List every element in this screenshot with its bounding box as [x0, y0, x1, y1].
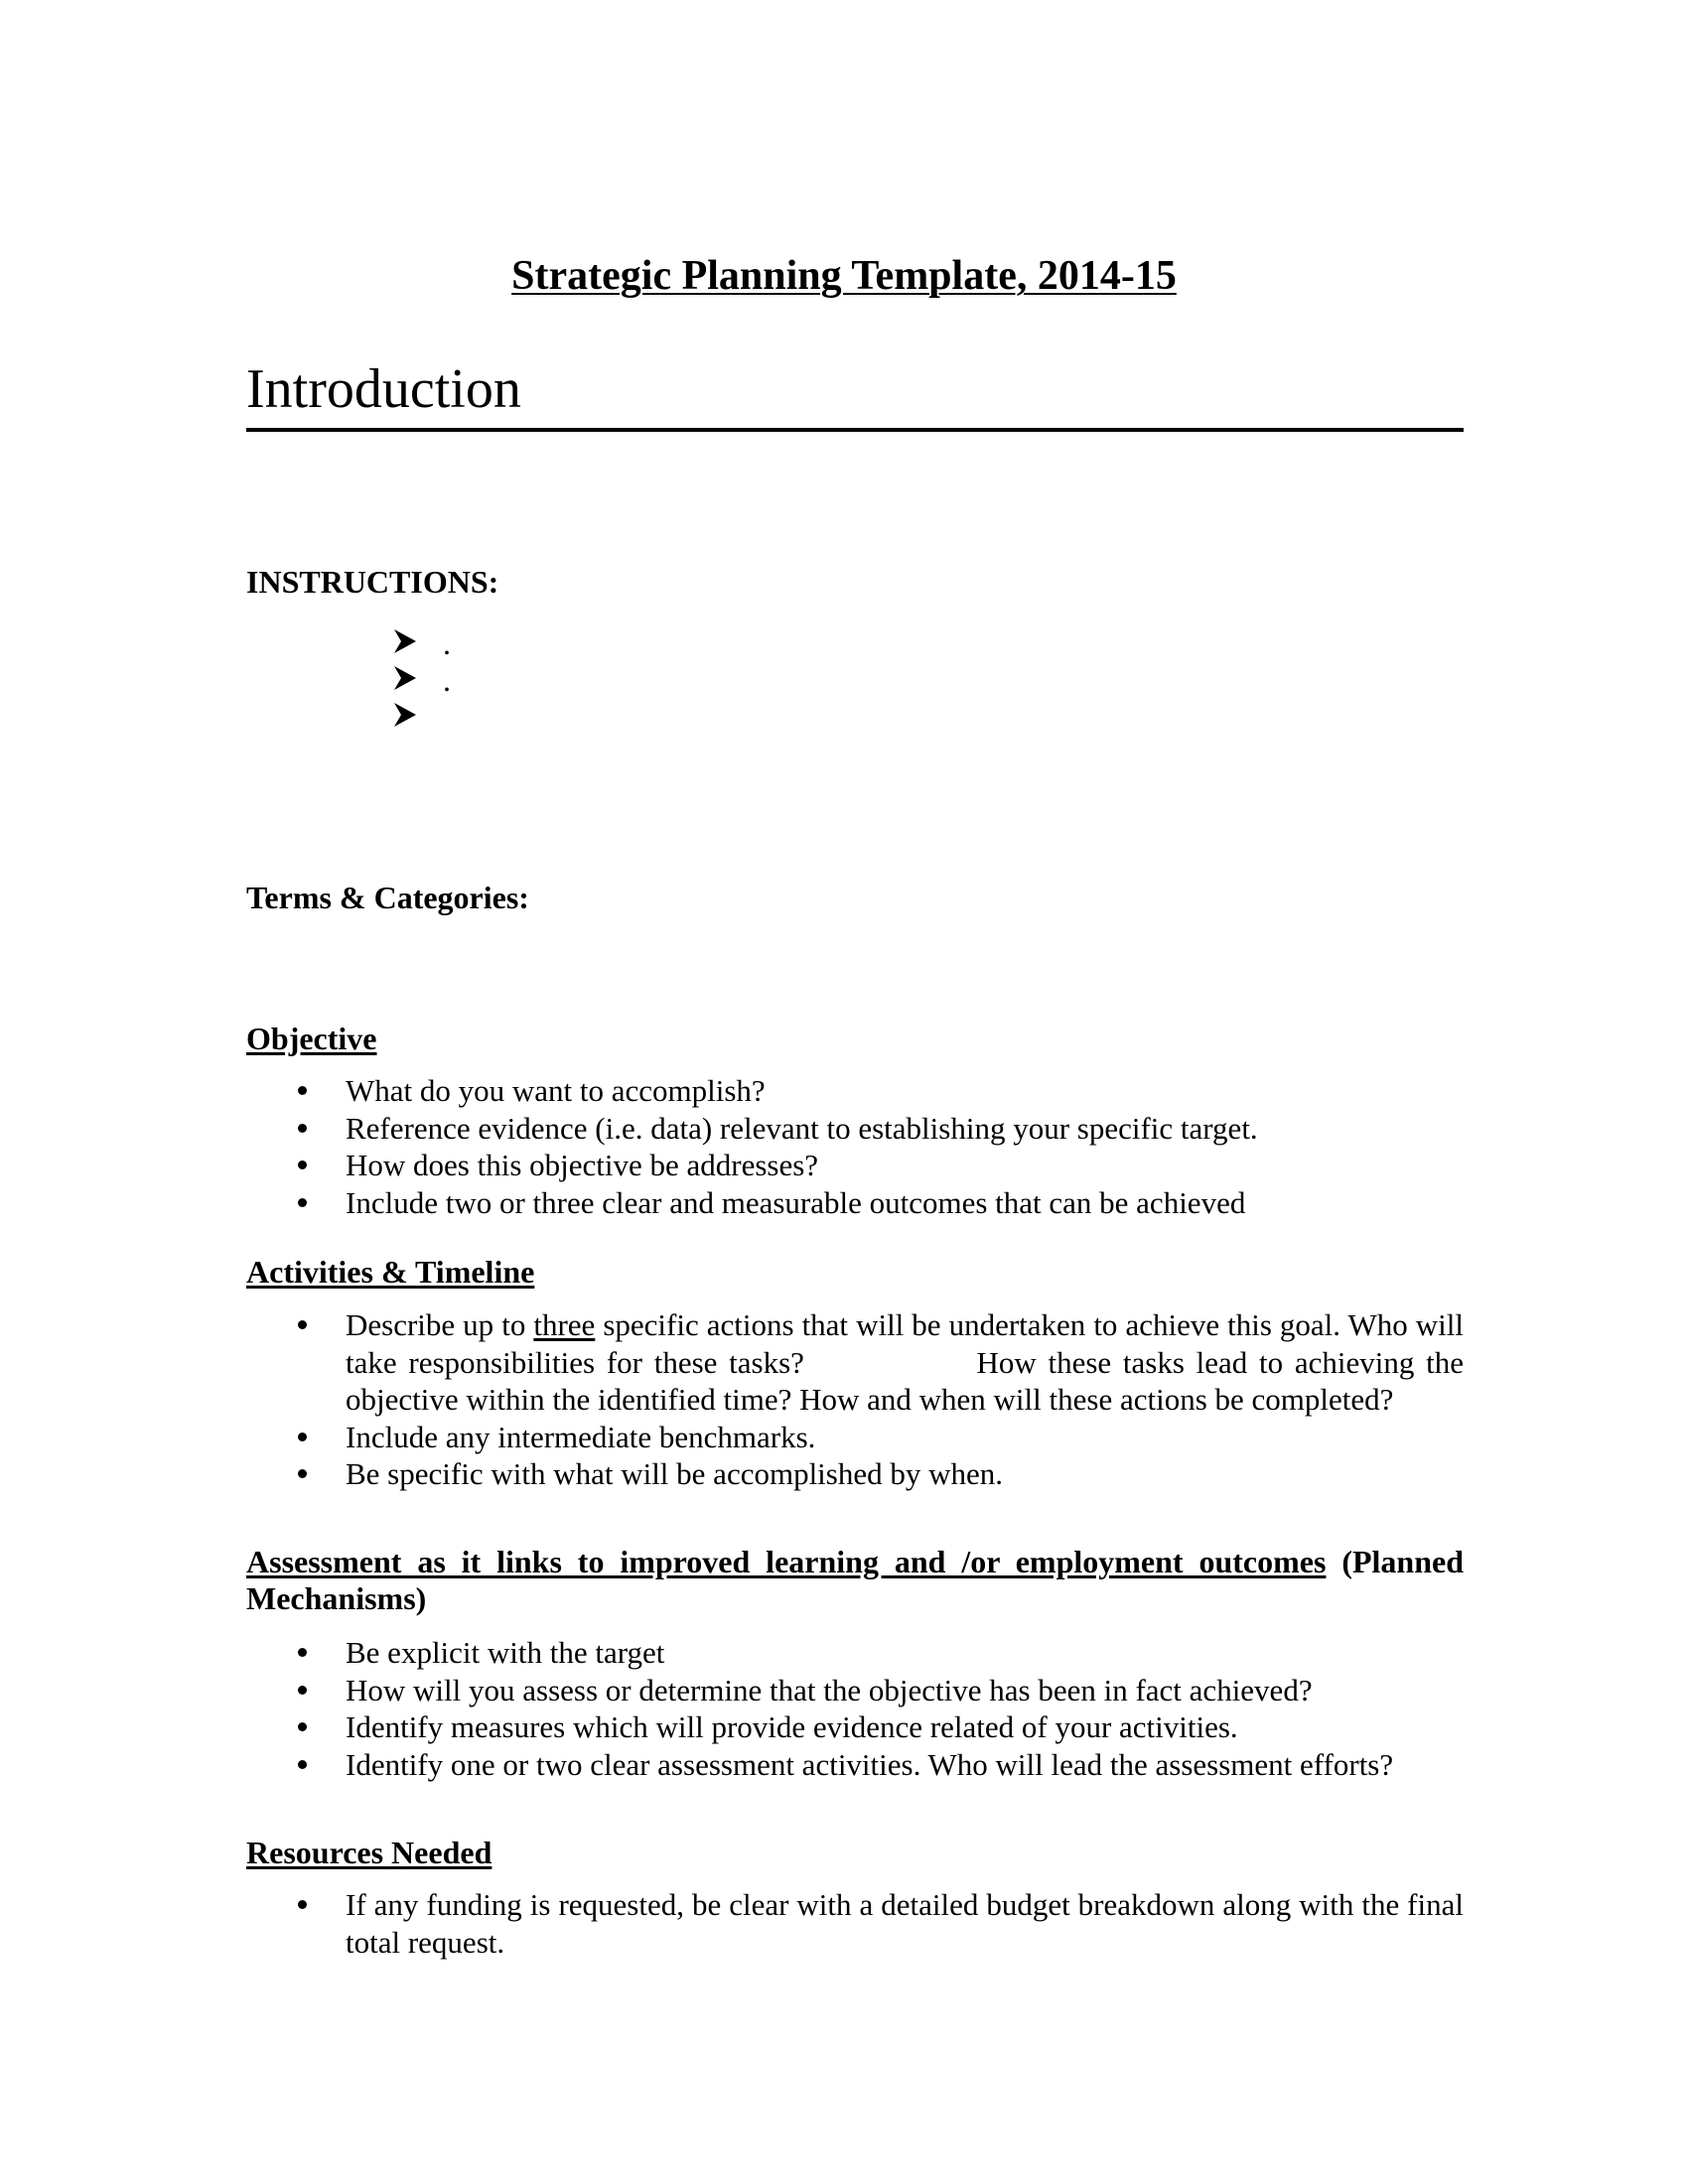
list-item	[246, 1147, 1464, 1184]
list-item	[246, 1746, 1464, 1784]
activities-heading	[246, 1254, 1464, 1291]
list-item	[246, 1672, 1464, 1709]
list-item-text: Include any intermediate benchmarks.	[346, 1419, 816, 1454]
list-item-text: If any funding is requested, be clear with a detailed budget breakdown along with the final total request.	[346, 1887, 1464, 1960]
activities-heading-text: Activities & Timeline	[246, 1254, 535, 1290]
list-item-text: Be specific with what will be accomplished by when.	[346, 1456, 1004, 1491]
bullet-icon	[298, 1648, 307, 1657]
introduction-heading: Introduction	[246, 358, 521, 420]
arrow-bullet-icon	[393, 699, 443, 736]
bullet-icon	[298, 1686, 307, 1695]
objective-heading	[246, 1021, 1464, 1057]
resources-heading-text: Resources Needed	[246, 1835, 492, 1870]
list-item	[246, 1708, 1464, 1746]
bullet-icon	[298, 1086, 307, 1095]
arrow-bullet-icon	[393, 662, 443, 699]
list-item	[246, 1886, 1464, 1961]
bullet-icon	[298, 1900, 307, 1909]
list-item-text: Be explicit with the target	[346, 1635, 665, 1670]
list-item	[246, 1110, 1464, 1148]
objective-heading-text: Objective	[246, 1021, 377, 1056]
activities-item-pre: Describe up to	[346, 1307, 534, 1342]
list-item	[246, 1184, 1464, 1222]
activities-item-emphasis: three	[533, 1307, 596, 1342]
arrow-bullet-icon	[393, 625, 443, 662]
bullet-icon	[298, 1198, 307, 1207]
list-item	[246, 1634, 1464, 1672]
instruction-text: .	[443, 662, 451, 698]
resources-list	[246, 1886, 1464, 1961]
resources-heading	[246, 1835, 1464, 1871]
bullet-icon	[298, 1160, 307, 1169]
list-item	[246, 1419, 1464, 1456]
objective-list	[246, 1072, 1464, 1221]
list-item	[393, 625, 451, 662]
list-item-text: Reference evidence (i.e. data) relevant to establishing your specific target.	[346, 1110, 1258, 1146]
instruction-text: .	[443, 625, 451, 661]
list-item	[393, 662, 451, 699]
list-item-text: Identify one or two clear assessment activities. Who will lead the assessment efforts?	[346, 1746, 1394, 1782]
list-item	[246, 1072, 1464, 1110]
activities-item-continuation: How these tasks lead to achieving the objective within the identified time? How and when will these actions be completed?	[346, 1344, 1465, 1417]
list-item	[246, 1455, 1464, 1493]
list-item-text: What do you want to accomplish?	[346, 1073, 766, 1108]
list-item-text: How will you assess or determine that the objective has been in fact achieved?	[346, 1672, 1313, 1707]
list-item	[246, 1306, 1464, 1419]
terms-heading: Terms & Categories:	[246, 880, 529, 915]
list-item-text: How does this objective be addresses?	[346, 1148, 819, 1182]
list-item	[393, 699, 451, 736]
assessment-list	[246, 1634, 1464, 1783]
bullet-icon	[298, 1722, 307, 1731]
assessment-heading-suffix: (Planned Mechanisms)	[246, 1544, 1465, 1616]
assessment-heading	[246, 1544, 1464, 1617]
list-item-text: Include two or three clear and measurable outcomes that can be achieved	[346, 1184, 1246, 1220]
assessment-heading-text: Assessment as it links to improved learning and /or employment outcomes	[246, 1544, 1327, 1579]
activities-list	[246, 1306, 1464, 1493]
instructions-heading: INSTRUCTIONS:	[246, 564, 499, 600]
introduction-rule	[246, 428, 1464, 432]
document-title: Strategic Planning Template, 2014-15	[511, 253, 1177, 299]
list-item-text: Identify measures which will provide evidence related of your activities.	[346, 1709, 1238, 1744]
activities-item-post: specific actions that will be undertaken to achieve this goal. Who will take responsibilities for these tasks?	[346, 1307, 1465, 1380]
bullet-icon	[298, 1469, 307, 1478]
bullet-icon	[298, 1124, 307, 1133]
bullet-icon	[298, 1760, 307, 1769]
bullet-icon	[298, 1320, 307, 1329]
instructions-list	[393, 625, 451, 736]
bullet-icon	[298, 1433, 307, 1441]
